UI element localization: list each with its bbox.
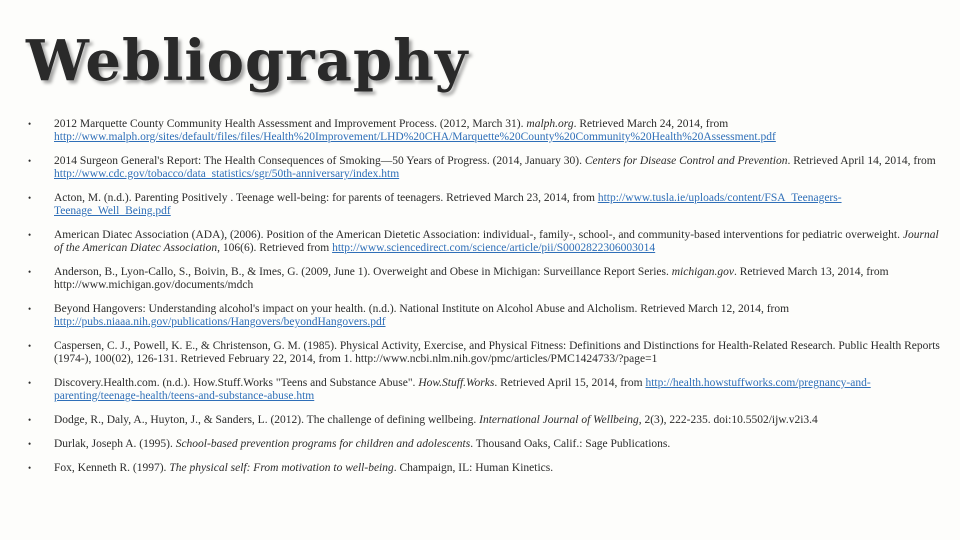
reference-source: Journal of the American Diatec Association bbox=[54, 229, 939, 254]
bullet-icon: • bbox=[28, 156, 32, 166]
reference-item bbox=[28, 155, 944, 181]
reference-link[interactable]: http://www.malph.org/sites/default/files/files/Health%20Improvement/LHD%20CHA/Marquette%20County%20Community%20Health%20Assessment.pdf bbox=[54, 131, 776, 143]
reference-source: School-based prevention programs for children and adolescents bbox=[175, 438, 471, 450]
reference-item bbox=[28, 266, 944, 292]
bullet-icon: • bbox=[28, 463, 32, 473]
reference-text: Fox, Kenneth R. (1997). bbox=[54, 462, 170, 474]
bullet-icon: • bbox=[28, 230, 32, 240]
reference-link[interactable]: http://health.howstuffworks.com/pregnancy-and-parenting/teenage-health/teens-and-substance-abuse.htm bbox=[54, 377, 871, 402]
reference-item bbox=[28, 229, 944, 255]
reference-item bbox=[28, 438, 944, 451]
reference-text: . Thousand Oaks, Calif.: Sage Publications. bbox=[470, 438, 671, 450]
reference-text: 2014 Surgeon General's Report: The Health Consequences of Smoking—50 Years of Progress. (2014, January 30). bbox=[54, 155, 585, 167]
reference-source: The physical self: From motivation to well-being bbox=[169, 462, 394, 474]
reference-text: , 106(6). Retrieved from bbox=[217, 242, 333, 254]
reference-text: Caspersen, C. J., Powell, K. E., & Christenson, G. M. (1985). Physical Activity, Exercise, and Physical Fitness: Definitions and Distinctions for Health-Related Research. Public Health Reports (1974-), 100(02), 126-131. Retrieved February 22, 2014, from 1. http://www.ncbi.nlm.nih.gov/pmc/articles/PMC1424733/?page=1 bbox=[54, 340, 940, 365]
reference-item bbox=[28, 462, 944, 475]
reference-text: , 2(3), 222-235. doi:10.5502/ijw.v2i3.4 bbox=[638, 414, 818, 426]
reference-source: How.Stuff.Works bbox=[418, 377, 495, 389]
reference-text: . Champaign, IL: Human Kinetics. bbox=[393, 462, 554, 474]
bullet-icon: • bbox=[28, 267, 32, 277]
reference-item bbox=[28, 377, 944, 403]
reference-source: michigan.gov bbox=[671, 266, 734, 278]
reference-text: Acton, M. (n.d.). Parenting Positively . Teenage well-being: for parents of teenagers. Retrieved March 23, 2014, from bbox=[54, 192, 598, 204]
reference-text: 2012 Marquette County Community Health Assessment and Improvement Process. (2012, March 31). bbox=[54, 118, 527, 130]
reference-link[interactable]: http://www.sciencedirect.com/science/article/pii/S0002822306003014 bbox=[332, 242, 656, 254]
reference-item bbox=[28, 414, 944, 427]
reference-text: American Diatec Association (ADA), (2006). Position of the American Dietetic Association: individual-, family-, school-, and community-based interventions for pediatric overweight. bbox=[54, 229, 903, 241]
reference-text: . Retrieved April 15, 2014, from bbox=[494, 377, 646, 389]
reference-text: Anderson, B., Lyon-Callo, S., Boivin, B., & Imes, G. (2009, June 1). Overweight and Obese in Michigan: Surveillance Report Series. bbox=[54, 266, 672, 278]
reference-item bbox=[28, 118, 944, 144]
reference-text: Durlak, Joseph A. (1995). bbox=[54, 438, 176, 450]
reference-link[interactable]: http://pubs.niaaa.nih.gov/publications/Hangovers/beyondHangovers.pdf bbox=[54, 316, 386, 328]
bullet-icon: • bbox=[28, 378, 32, 388]
bullet-icon: • bbox=[28, 119, 32, 129]
reference-list bbox=[28, 118, 944, 486]
reference-source: malph.org bbox=[526, 118, 574, 130]
reference-text: Dodge, R., Daly, A., Huyton, J., & Sanders, L. (2012). The challenge of defining wellbeing. bbox=[54, 414, 480, 426]
bullet-icon: • bbox=[28, 341, 32, 351]
reference-text: . Retrieved March 24, 2014, from bbox=[573, 118, 729, 130]
bullet-icon: • bbox=[28, 439, 32, 449]
reference-text: . Retrieved April 14, 2014, from bbox=[787, 155, 936, 167]
reference-text: Beyond Hangovers: Understanding alcohol's impact on your health. (n.d.). National Institute on Alcohol Abuse and Alcholism. Retrieved March 12, 2014, from bbox=[54, 303, 790, 315]
page-title: Webliography bbox=[26, 28, 469, 94]
reference-item bbox=[28, 340, 944, 366]
reference-text: Discovery.Health.com. (n.d.). How.Stuff.Works "Teens and Substance Abuse". bbox=[54, 377, 419, 389]
reference-source: International Journal of Wellbeing bbox=[479, 414, 639, 426]
reference-text: . Retrieved March 13, 2014, from http://www.michigan.gov/documents/mdch bbox=[54, 266, 889, 291]
bullet-icon: • bbox=[28, 193, 32, 203]
bullet-icon: • bbox=[28, 415, 32, 425]
reference-item bbox=[28, 192, 944, 218]
bullet-icon: • bbox=[28, 304, 32, 314]
reference-item bbox=[28, 303, 944, 329]
reference-link[interactable]: http://www.cdc.gov/tobacco/data_statistics/sgr/50th-anniversary/index.htm bbox=[54, 168, 400, 180]
reference-source: Centers for Disease Control and Prevention bbox=[584, 155, 788, 167]
reference-link[interactable]: http://www.tusla.ie/uploads/content/FSA_Teenagers-Teenage_Well_Being.pdf bbox=[54, 192, 842, 217]
